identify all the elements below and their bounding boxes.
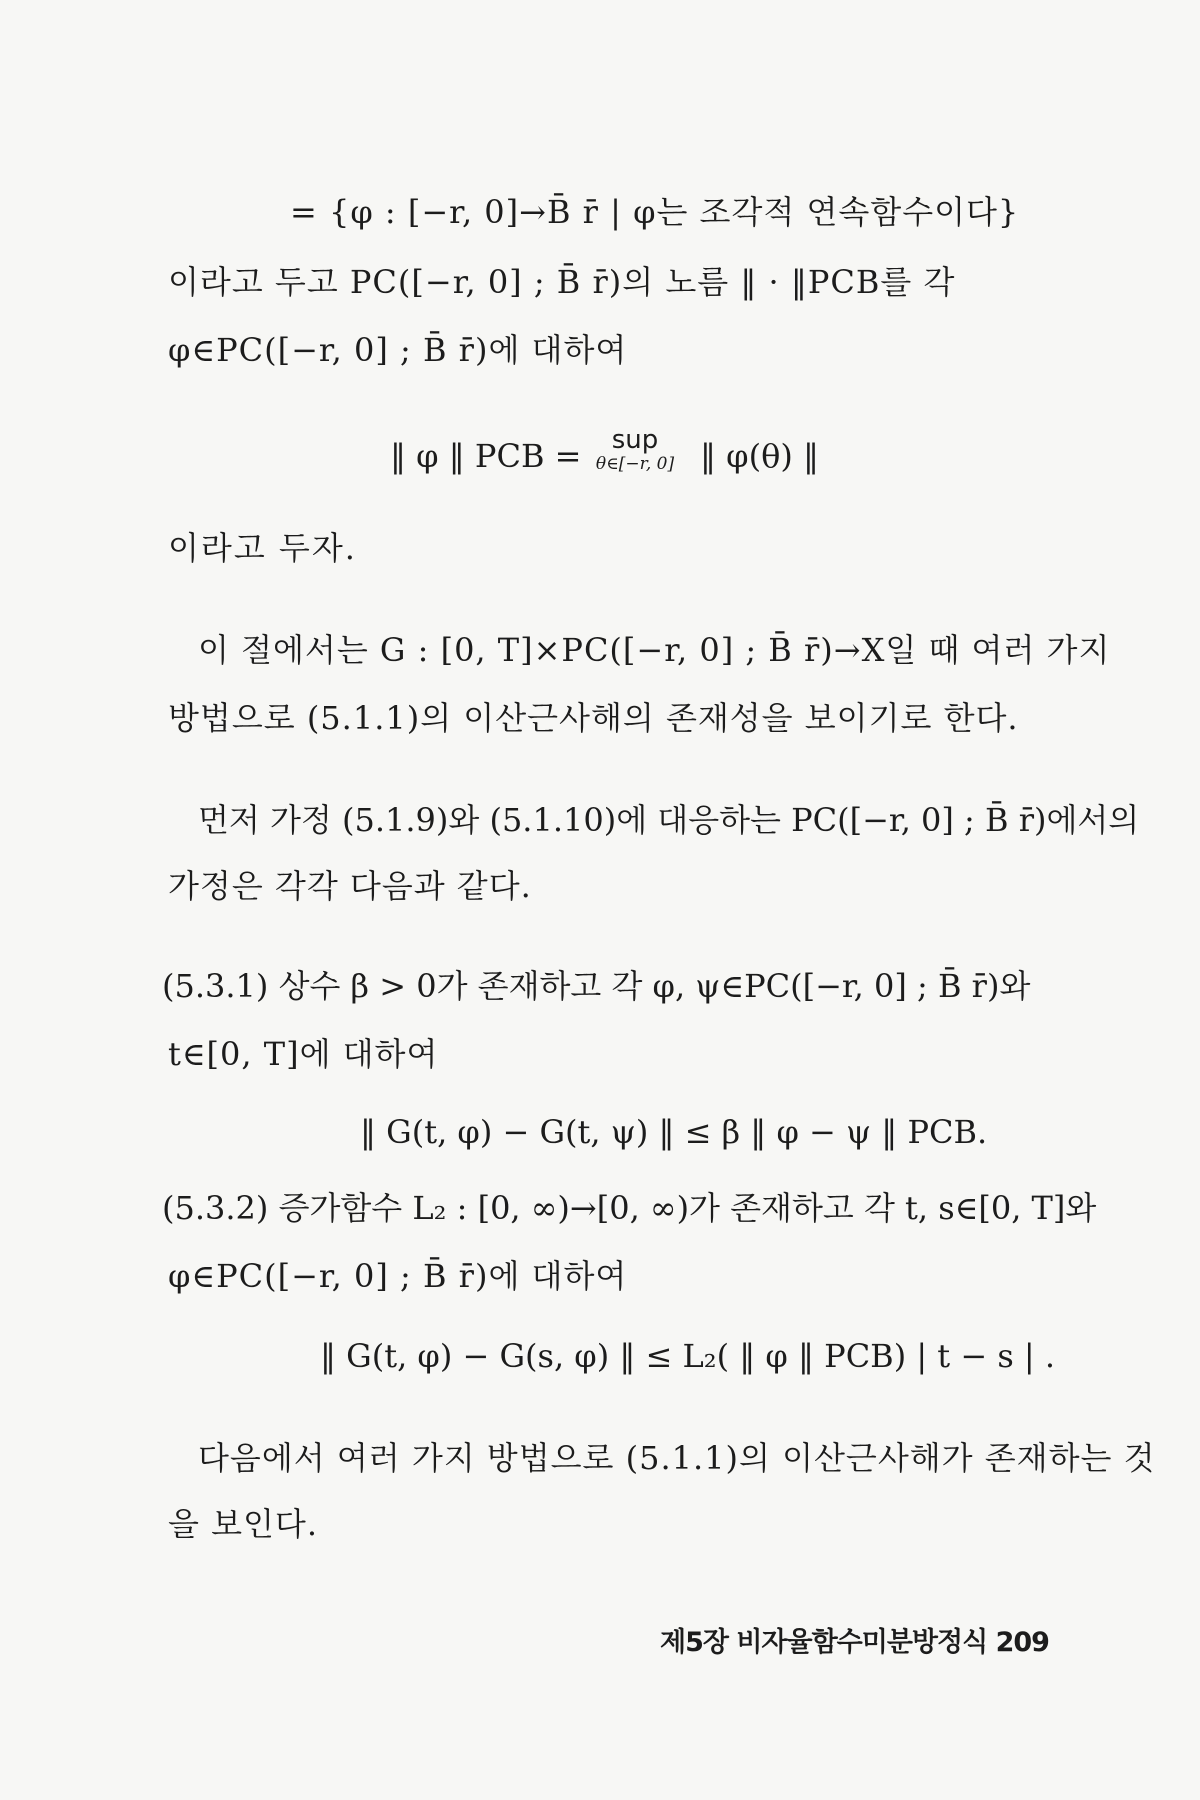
paragraph-2-line-1: 먼저 가정 (5.1.9)와 (5.1.10)에 대응하는 PC([−r, 0] ; B̄ r̄)에서의 bbox=[198, 801, 1140, 839]
norm-eq-right: ‖ φ(θ) ‖ bbox=[700, 437, 819, 475]
text-line-phi-in-pc: φ∈PC([−r, 0] ; B̄ r̄)에 대하여 bbox=[168, 331, 628, 369]
assumption-5-3-1-line-1: (5.3.1) 상수 β > 0가 존재하고 각 φ, ψ∈PC([−r, 0] ; B̄ r̄)와 bbox=[162, 967, 1031, 1005]
assumption-5-3-1-equation: ‖ G(t, φ) − G(t, ψ) ‖ ≤ β ‖ φ − ψ ‖ PCB. bbox=[360, 1113, 988, 1151]
sup-operator bbox=[580, 426, 690, 474]
set-definition-line: = {φ : [−r, 0]→B̄ r̄ | φ는 조각적 연속함수이다} bbox=[290, 193, 1020, 231]
paragraph-3-line-1: 다음에서 여러 가지 방법으로 (5.1.1)의 이산근사해가 존재하는 것 bbox=[198, 1439, 1156, 1477]
text-line-let: 이라고 두자. bbox=[168, 529, 357, 567]
text-line-norm-intro: 이라고 두고 PC([−r, 0] ; B̄ r̄)의 노름 ‖ · ‖PCB를 각 bbox=[168, 263, 956, 301]
norm-eq-left: ‖ φ ‖ PCB = bbox=[390, 437, 582, 475]
assumption-5-3-2-equation: ‖ G(t, φ) − G(s, φ) ‖ ≤ L₂( ‖ φ ‖ PCB) | t − s | . bbox=[320, 1337, 1056, 1375]
paragraph-1-line-1: 이 절에서는 G : [0, T]×PC([−r, 0] ; B̄ r̄)→X일 때 여러 가지 bbox=[198, 631, 1111, 669]
page-footer: 제5장 비자율함수미분방정식 209 bbox=[660, 1627, 1049, 1658]
paragraph-2-line-2: 가정은 각각 다음과 같다. bbox=[168, 867, 532, 905]
assumption-5-3-2-line-1: (5.3.2) 증가함수 L₂ : [0, ∞)→[0, ∞)가 존재하고 각 t, s∈[0, T]와 bbox=[162, 1189, 1097, 1227]
paragraph-1-line-2: 방법으로 (5.1.1)의 이산근사해의 존재성을 보이기로 한다. bbox=[168, 699, 1019, 737]
assumption-5-3-2-line-2: φ∈PC([−r, 0] ; B̄ r̄)에 대하여 bbox=[168, 1257, 628, 1295]
paragraph-3-line-2: 을 보인다. bbox=[168, 1505, 318, 1543]
sup-word: sup bbox=[611, 425, 659, 455]
assumption-5-3-1-line-2: t∈[0, T]에 대하여 bbox=[168, 1035, 439, 1073]
sup-subscript: θ∈[−r, 0] bbox=[595, 454, 675, 474]
